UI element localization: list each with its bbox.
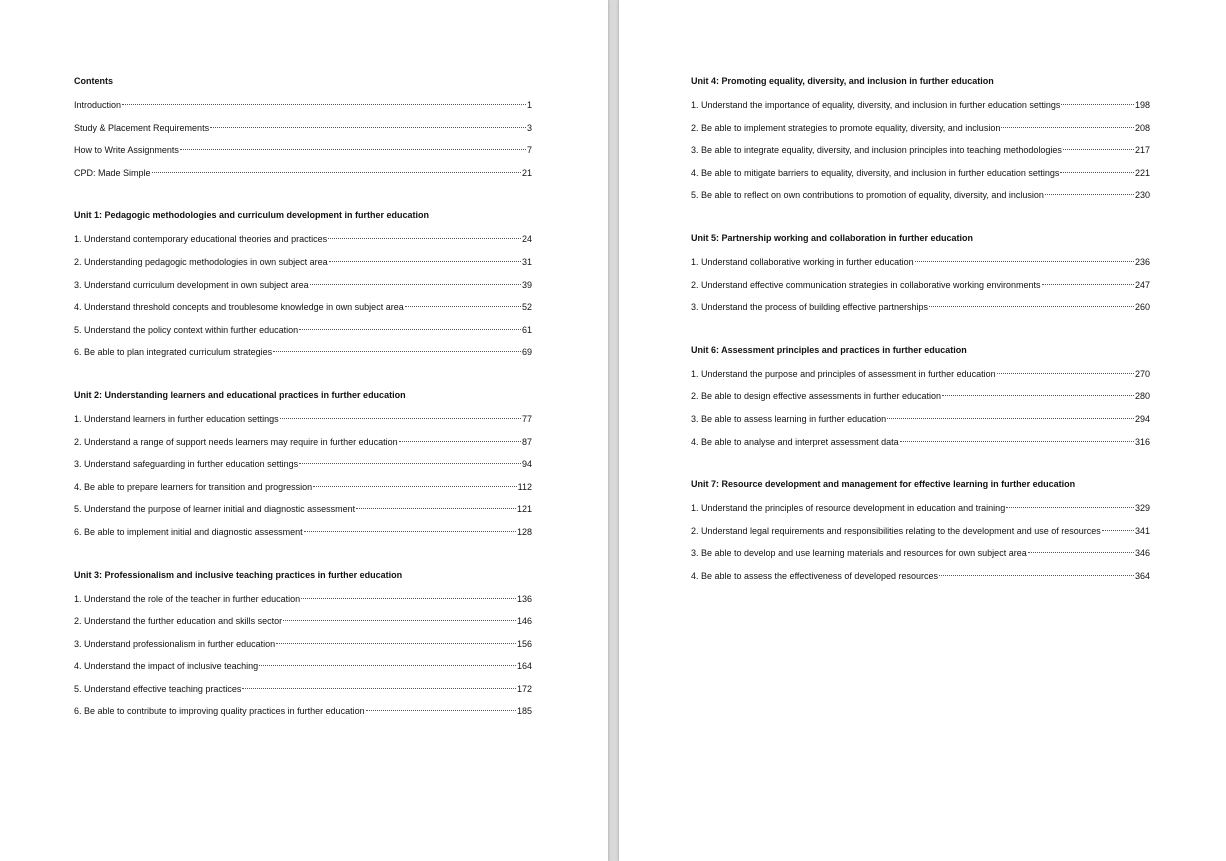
toc-entry-title: 3. Understand safeguarding in further education settings xyxy=(74,459,299,470)
unit-section xyxy=(691,341,1150,453)
toc-entry-title: 5. Be able to reflect on own contributions to promotion of equality, diversity, and inclusion xyxy=(691,190,1044,201)
toc-column-right xyxy=(691,72,1150,610)
toc-entry-title: 1. Understand the purpose and principles of assessment in further education xyxy=(691,368,996,379)
toc-entry-title: 5. Understand the policy context within further education xyxy=(74,324,299,335)
toc-page-number: 39 xyxy=(521,279,532,290)
toc-page-number: 341 xyxy=(1134,525,1150,536)
toc-entry-title: CPD: Made Simple xyxy=(74,167,151,178)
document-page-right xyxy=(619,0,1226,861)
contents-section xyxy=(74,72,532,184)
dot-leader xyxy=(1063,149,1134,150)
toc-entry-title: 1. Understand the importance of equality, diversity, and inclusion in further education settings xyxy=(691,100,1061,110)
toc-entry[interactable] xyxy=(74,319,532,342)
toc-page-number: 156 xyxy=(516,638,532,649)
toc-page-number: 21 xyxy=(521,167,532,178)
unit-heading[interactable]: Unit 1: Pedagogic methodologies and curriculum development in further education xyxy=(74,210,430,221)
toc-entry-title: 3. Be able to develop and use learning materials and resources for own subject area xyxy=(691,548,1027,559)
toc-entry[interactable] xyxy=(691,251,1150,274)
dot-leader xyxy=(915,261,1134,262)
dot-leader xyxy=(929,306,1134,307)
toc-page-number: 185 xyxy=(516,706,532,717)
toc-entry[interactable] xyxy=(74,521,532,544)
toc-entry[interactable] xyxy=(74,139,532,162)
dot-leader xyxy=(1061,104,1134,105)
toc-entry[interactable] xyxy=(691,296,1150,319)
toc-page-number: 217 xyxy=(1134,145,1150,156)
toc-page-number: 1 xyxy=(526,100,532,110)
dot-leader xyxy=(122,104,526,105)
toc-page-number: 61 xyxy=(521,324,532,335)
toc-page-number: 208 xyxy=(1134,122,1150,133)
contents-heading: Contents xyxy=(74,76,113,86)
toc-entry[interactable] xyxy=(74,94,532,117)
unit-section xyxy=(74,386,532,544)
toc-entry-title: 2. Be able to implement strategies to promote equality, diversity, and inclusion xyxy=(691,122,1001,133)
dot-leader xyxy=(301,598,516,599)
dot-leader xyxy=(299,329,521,330)
toc-entry[interactable] xyxy=(74,431,532,454)
unit-section xyxy=(691,475,1150,587)
toc-entry[interactable] xyxy=(74,228,532,251)
dot-leader xyxy=(280,418,521,419)
toc-entry-title: 2. Understand legal requirements and responsibilities relating to the development and use of resources xyxy=(691,525,1101,536)
dot-leader xyxy=(900,441,1134,442)
toc-entry-title: 2. Understand a range of support needs learners may require in further education xyxy=(74,436,398,447)
toc-page-number: 346 xyxy=(1134,548,1150,559)
toc-entry[interactable] xyxy=(74,296,532,319)
toc-entry[interactable] xyxy=(691,94,1150,117)
dot-leader xyxy=(313,486,517,487)
dot-leader xyxy=(1001,127,1134,128)
unit-section xyxy=(74,206,532,364)
toc-entry-title: 3. Understand curriculum development in own subject area xyxy=(74,279,309,290)
toc-entry[interactable] xyxy=(691,139,1150,162)
toc-page-number: 316 xyxy=(1134,436,1150,447)
toc-entry[interactable] xyxy=(74,453,532,476)
unit-heading[interactable]: Unit 3: Professionalism and inclusive teaching practices in further education xyxy=(74,569,403,580)
toc-entry[interactable] xyxy=(74,341,532,364)
toc-entry[interactable] xyxy=(74,251,532,274)
toc-entry-title: 3. Be able to assess learning in further education xyxy=(691,413,887,424)
toc-entry[interactable] xyxy=(691,385,1150,408)
dot-leader xyxy=(310,284,521,285)
toc-page-number: 247 xyxy=(1134,279,1150,290)
unit-section xyxy=(691,72,1150,207)
dot-leader xyxy=(942,395,1134,396)
toc-page-number: 294 xyxy=(1134,413,1150,424)
toc-entry[interactable] xyxy=(74,476,532,499)
toc-page-number: 136 xyxy=(516,593,532,604)
toc-page-number: 24 xyxy=(521,234,532,245)
dot-leader xyxy=(997,373,1134,374)
dot-leader xyxy=(887,418,1134,419)
toc-page-number: 236 xyxy=(1134,256,1150,267)
toc-entry-title: 6. Be able to implement initial and diagnostic assessment xyxy=(74,526,303,537)
toc-entry[interactable] xyxy=(691,184,1150,207)
toc-page-number: 164 xyxy=(516,661,532,672)
dot-leader xyxy=(276,643,516,644)
document-page-left xyxy=(0,0,608,861)
toc-page-number: 329 xyxy=(1134,503,1150,514)
toc-entry-title: 5. Understand the purpose of learner initial and diagnostic assessment xyxy=(74,504,356,515)
toc-entry[interactable] xyxy=(74,678,532,701)
toc-entry-title: 4. Understand threshold concepts and troublesome knowledge in own subject area xyxy=(74,302,404,313)
toc-entry-title: 3. Understand professionalism in further education xyxy=(74,638,276,649)
dot-leader xyxy=(1060,172,1134,173)
toc-entry[interactable] xyxy=(691,363,1150,386)
dot-leader xyxy=(152,172,521,173)
toc-column-left xyxy=(74,72,532,745)
toc-entry[interactable] xyxy=(74,610,532,633)
units-left xyxy=(74,206,532,723)
toc-page-number: 260 xyxy=(1134,302,1150,313)
dot-leader xyxy=(273,351,521,352)
toc-entry-title: 2. Understand effective communication strategies in collaborative working environments xyxy=(691,279,1041,290)
toc-entry[interactable] xyxy=(691,520,1150,543)
toc-entry-title: 6. Be able to plan integrated curriculum strategies xyxy=(74,347,273,358)
toc-entry-title: 5. Understand effective teaching practices xyxy=(74,683,242,694)
toc-entry-title: 4. Understand the impact of inclusive teaching xyxy=(74,661,259,672)
unit-heading[interactable]: Unit 4: Promoting equality, diversity, and inclusion in further education xyxy=(691,76,994,86)
dot-leader xyxy=(180,149,526,150)
toc-entry[interactable] xyxy=(74,408,532,431)
toc-entry-title: 2. Be able to design effective assessments in further education xyxy=(691,391,941,402)
dot-leader xyxy=(1102,530,1134,531)
toc-page-number: 52 xyxy=(521,302,532,313)
toc-entry[interactable] xyxy=(691,162,1150,185)
toc-entry-title: 6. Be able to contribute to improving quality practices in further education xyxy=(74,706,365,717)
toc-entry-title: 4. Be able to mitigate barriers to equality, diversity, and inclusion in further education settings xyxy=(691,167,1060,178)
toc-entry-title: How to Write Assignments xyxy=(74,145,179,156)
toc-entry[interactable] xyxy=(691,431,1150,454)
toc-entry-title: 1. Understand the role of the teacher in further education xyxy=(74,593,301,604)
unit-section xyxy=(691,229,1150,319)
toc-entry[interactable] xyxy=(74,633,532,656)
dot-leader xyxy=(1006,507,1134,508)
unit-heading[interactable]: Unit 7: Resource development and management for effective learning in further education xyxy=(691,479,1076,490)
unit-heading[interactable]: Unit 6: Assessment principles and practices in further education xyxy=(691,344,967,355)
toc-page-number: 77 xyxy=(521,413,532,424)
toc-page-number: 230 xyxy=(1134,190,1150,201)
dot-leader xyxy=(356,508,516,509)
toc-entry[interactable] xyxy=(691,565,1150,588)
toc-entry[interactable] xyxy=(74,498,532,521)
dot-leader xyxy=(939,575,1134,576)
toc-page-number: 128 xyxy=(516,526,532,537)
toc-entry[interactable] xyxy=(74,162,532,185)
contents-entries xyxy=(74,94,532,184)
toc-entry[interactable] xyxy=(74,700,532,723)
dot-leader xyxy=(283,620,516,621)
toc-entry-title: 1. Understand the principles of resource development in education and training xyxy=(691,503,1006,514)
dot-leader xyxy=(1042,284,1134,285)
toc-page-number: 3 xyxy=(526,122,532,133)
toc-entry-title: 1. Understand collaborative working in further education xyxy=(691,256,914,267)
dot-leader xyxy=(1028,552,1134,553)
dot-leader xyxy=(304,531,516,532)
toc-entry-title: 1. Understand contemporary educational theories and practices xyxy=(74,234,328,245)
dot-leader xyxy=(399,441,521,442)
dot-leader xyxy=(329,261,521,262)
toc-page-number: 270 xyxy=(1134,368,1150,379)
toc-page-number: 121 xyxy=(516,504,532,515)
toc-page-number: 146 xyxy=(516,616,532,627)
toc-entry[interactable] xyxy=(74,274,532,297)
toc-page-number: 198 xyxy=(1134,100,1150,110)
toc-entry[interactable] xyxy=(74,655,532,678)
toc-entry[interactable] xyxy=(74,588,532,611)
dot-leader xyxy=(259,665,516,666)
toc-entry[interactable] xyxy=(691,408,1150,431)
toc-entry-title: 2. Understand the further education and skills sector xyxy=(74,616,283,627)
toc-entry[interactable] xyxy=(691,274,1150,297)
dot-leader xyxy=(242,688,516,689)
toc-entry-title: 3. Understand the process of building effective partnerships xyxy=(691,302,928,313)
dot-leader xyxy=(210,127,526,128)
toc-entry-title: Study & Placement Requirements xyxy=(74,122,210,133)
toc-entry-title: 3. Be able to integrate equality, diversity, and inclusion principles into teaching methodologies xyxy=(691,145,1062,156)
toc-entry[interactable] xyxy=(691,117,1150,140)
toc-page-number: 94 xyxy=(521,459,532,470)
dot-leader xyxy=(405,306,521,307)
toc-entry-title: 4. Be able to prepare learners for transition and progression xyxy=(74,481,313,492)
dot-leader xyxy=(1045,194,1134,195)
toc-page-number: 7 xyxy=(526,145,532,156)
unit-section xyxy=(74,566,532,724)
toc-entry[interactable] xyxy=(691,542,1150,565)
toc-page-number: 112 xyxy=(517,481,532,492)
toc-page-number: 280 xyxy=(1134,391,1150,402)
toc-page-number: 31 xyxy=(521,256,532,267)
toc-page-number: 172 xyxy=(516,683,532,694)
toc-page-number: 87 xyxy=(521,436,532,447)
toc-page-number: 69 xyxy=(521,347,532,358)
unit-heading[interactable]: Unit 5: Partnership working and collaboration in further education xyxy=(691,232,974,243)
toc-page-number: 221 xyxy=(1134,167,1150,178)
toc-entry-title: 1. Understand learners in further education settings xyxy=(74,413,279,424)
dot-leader xyxy=(366,710,516,711)
toc-entry[interactable] xyxy=(74,117,532,140)
toc-page-number: 364 xyxy=(1134,570,1150,581)
dot-leader xyxy=(328,238,521,239)
toc-entry-title: Introduction xyxy=(74,100,122,110)
dot-leader xyxy=(299,463,521,464)
toc-entry-title: 4. Be able to analyse and interpret assessment data xyxy=(691,436,899,447)
toc-entry[interactable] xyxy=(691,497,1150,520)
toc-entry-title: 4. Be able to assess the effectiveness of developed resources xyxy=(691,570,938,581)
unit-heading[interactable]: Unit 2: Understanding learners and educational practices in further education xyxy=(74,389,406,400)
toc-entry-title: 2. Understanding pedagogic methodologies in own subject area xyxy=(74,256,328,267)
units-right xyxy=(691,72,1150,588)
